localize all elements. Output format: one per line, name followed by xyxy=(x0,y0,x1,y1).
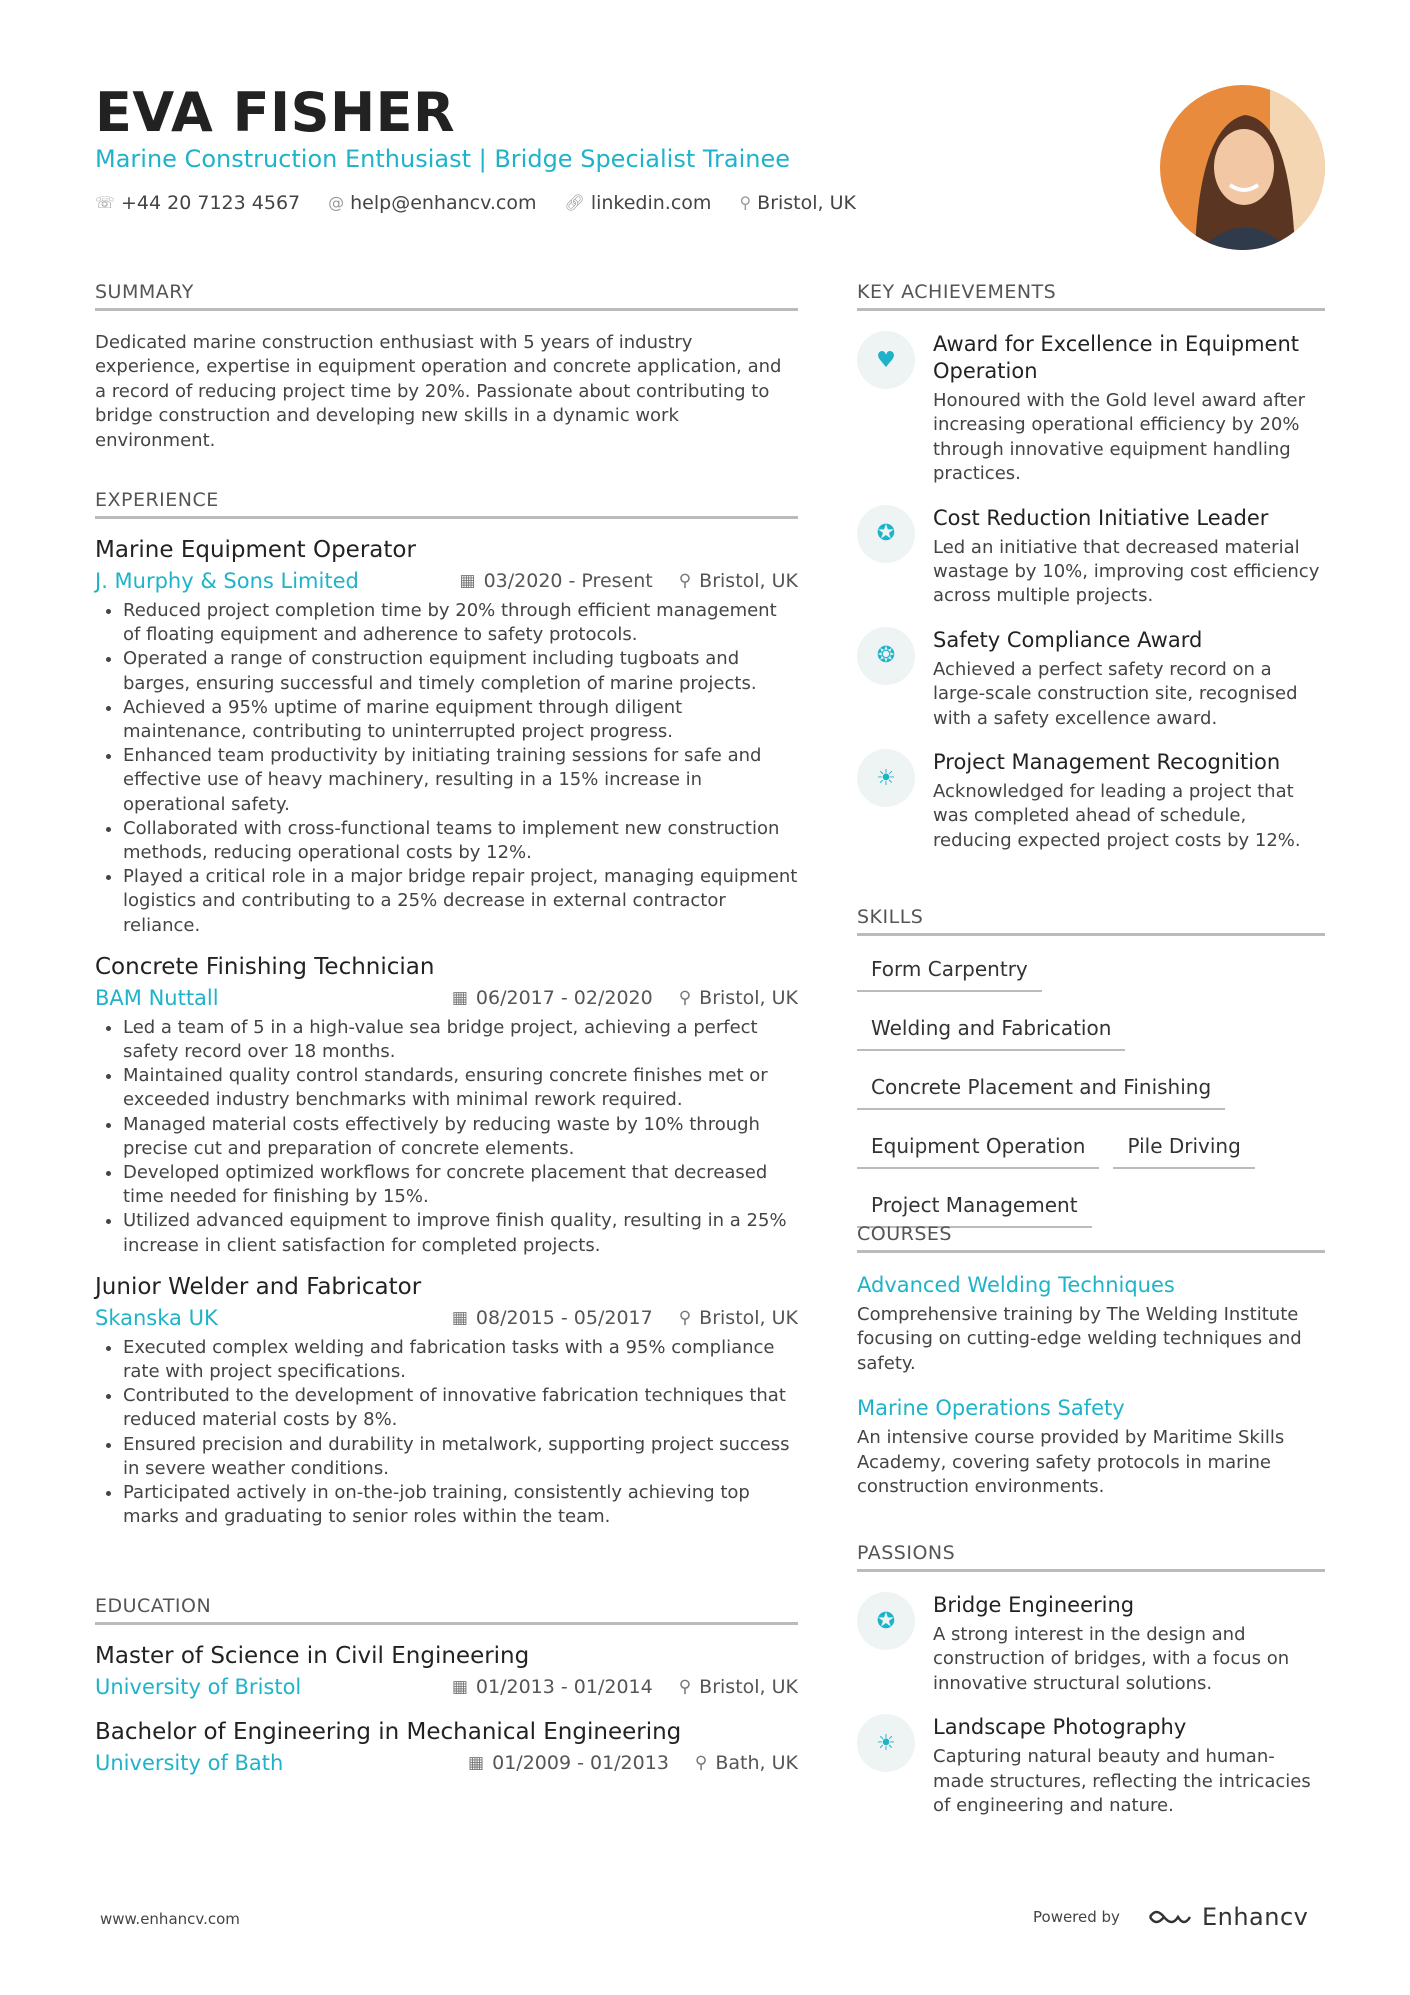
degree-title: Bachelor of Engineering in Mechanical Engineering xyxy=(95,1719,682,1745)
enhancv-logo-icon xyxy=(1146,1905,1194,1929)
achievement-item xyxy=(857,505,1325,609)
list-item: • Maintained quality control standards, ensuring concrete finishes met or exceeded industry benchmarks with minimal rework required. xyxy=(123,1064,798,1112)
education-entry xyxy=(95,1641,798,1701)
skill-tag: Equipment Operation xyxy=(857,1133,1099,1169)
calendar-icon: ▦ xyxy=(451,1307,468,1328)
list-item: • Utilized advanced equipment to improve finish quality, resulting in a 25% increase in client satisfaction for completed projects. xyxy=(123,1209,798,1257)
brand-name: Enhancv xyxy=(1201,1903,1309,1931)
job-title: Concrete Finishing Technician xyxy=(95,953,435,980)
education-dates: 01/2013 - 01/2014 xyxy=(475,1676,653,1698)
list-item: • Managed material costs effectively by reducing waste by 10% through precise cut and preparation of concrete elements. xyxy=(123,1113,798,1161)
at-icon: @ xyxy=(328,193,345,212)
course-entry xyxy=(857,1394,1325,1499)
calendar-icon: ▦ xyxy=(468,1753,485,1773)
candidate-name: EVA FISHER xyxy=(95,81,456,144)
list-item: • Ensured precision and durability in metalwork, supporting project success in severe weather conditions. xyxy=(123,1433,798,1481)
skill-tag: Form Carpentry xyxy=(857,956,1042,992)
skill-tag: Project Management xyxy=(857,1192,1092,1228)
list-item: • Contributed to the development of innovative fabrication techniques that reduced material costs by 8%. xyxy=(123,1384,798,1432)
education-section xyxy=(95,1594,798,1777)
skills-list xyxy=(857,956,1325,1251)
footer-branding[interactable] xyxy=(1033,1903,1308,1931)
lightbulb-icon: ☀ xyxy=(857,749,915,807)
achievement-desc: Honoured with the Gold level award after increasing operational efficiency by 20% through innovative equipment handling practices. xyxy=(933,390,1306,485)
avatar xyxy=(1160,85,1325,250)
contact-linkedin[interactable]: 🔗︎ linkedin.com xyxy=(564,192,712,214)
job-title: Junior Welder and Fabricator xyxy=(95,1273,422,1300)
link-icon: 🔗︎ xyxy=(564,193,585,212)
location-pin-icon: ⚲ xyxy=(678,1677,692,1697)
achievement-item xyxy=(857,331,1325,487)
experience-section xyxy=(95,488,798,1530)
job-dates: 06/2017 - 02/2020 xyxy=(475,986,653,1009)
achievement-title: Project Management Recognition xyxy=(933,750,1281,775)
degree-title: Master of Science in Civil Engineering xyxy=(95,1643,530,1669)
achievement-desc: Led an initiative that decreased material wastage by 10%, improving cost efficiency across multiple projects. xyxy=(933,536,1320,607)
passion-item xyxy=(857,1592,1325,1696)
location-pin-icon: ⚲ xyxy=(694,1753,708,1773)
contact-phone[interactable]: ☏ +44 20 7123 4567 xyxy=(95,192,301,214)
avatar-photo-icon xyxy=(1160,85,1325,250)
location-pin-icon: ⚲ xyxy=(678,571,692,591)
list-item: • Led a team of 5 in a high-value sea bridge project, achieving a perfect safety record over 18 months. xyxy=(123,1016,798,1064)
job-entry xyxy=(95,535,798,938)
location-pin-icon: ⚲ xyxy=(739,193,752,212)
company-name: J. Murphy & Sons Limited xyxy=(95,569,359,593)
job-location: Bristol, UK xyxy=(699,570,798,592)
job-dates: 08/2015 - 05/2017 xyxy=(475,1306,653,1329)
list-item: • Collaborated with cross-functional teams to implement new construction methods, reducing operational costs by 12%. xyxy=(123,817,798,865)
contact-location: ⚲ Bristol, UK xyxy=(739,192,856,214)
list-item: • Achieved a 95% uptime of marine equipment through diligent maintenance, contributing to uninterrupted project progress. xyxy=(123,696,798,744)
company-name: Skanska UK xyxy=(95,1305,218,1330)
calendar-icon: ▦ xyxy=(451,987,468,1008)
award-icon: ✪ xyxy=(857,505,915,563)
powered-by-label: Powered by xyxy=(1033,1908,1120,1926)
achievements-section xyxy=(857,280,1325,853)
achievement-title: Award for Excellence in Equipment Operation xyxy=(933,332,1300,383)
job-location: Bristol, UK xyxy=(699,986,798,1009)
summary-text: Dedicated marine construction enthusiast with 5 years of industry experience, expertise in equipment operation and concrete application, and a record of reducing project time by 20%. Passionate about contributing to bridge construction and developing new skills in a dynamic work environment. xyxy=(95,332,782,451)
section-heading: EXPERIENCE xyxy=(95,488,798,519)
passion-title: Bridge Engineering xyxy=(933,1593,1135,1617)
courses-section xyxy=(857,1222,1325,1499)
school-name: University of Bath xyxy=(95,1751,284,1775)
achievement-item xyxy=(857,749,1325,853)
list-item: • Played a critical role in a major bridge repair project, managing equipment logistics and contributing to a 25% decrease in external contractor reliance. xyxy=(123,865,798,938)
location-pin-icon: ⚲ xyxy=(678,1307,692,1328)
job-bullets xyxy=(95,1336,798,1530)
list-item: • Executed complex welding and fabrication tasks with a 95% compliance rate with project specifications. xyxy=(123,1336,798,1384)
section-heading: PASSIONS xyxy=(857,1541,1325,1572)
location-pin-icon: ⚲ xyxy=(678,987,692,1008)
contact-bar xyxy=(95,190,884,216)
company-name: BAM Nuttall xyxy=(95,985,219,1010)
course-title: Marine Operations Safety xyxy=(857,1396,1125,1421)
education-entry xyxy=(95,1717,798,1777)
summary-section xyxy=(95,280,798,453)
job-bullets xyxy=(95,1016,798,1258)
education-dates: 01/2009 - 01/2013 xyxy=(492,1752,669,1774)
section-heading: COURSES xyxy=(857,1222,1325,1253)
job-dates: 03/2020 - Present xyxy=(483,570,653,592)
skills-section xyxy=(857,905,1325,1251)
passion-title: Landscape Photography xyxy=(933,1715,1187,1740)
heart-icon: ♥ xyxy=(857,331,915,389)
passion-desc: Capturing natural beauty and human-made structures, reflecting the intricacies of engineering and nature. xyxy=(933,1746,1311,1817)
course-title: Advanced Welding Techniques xyxy=(857,1273,1175,1297)
section-heading: SUMMARY xyxy=(95,280,798,311)
section-heading: KEY ACHIEVEMENTS xyxy=(857,280,1325,311)
passions-section xyxy=(857,1541,1325,1818)
job-location: Bristol, UK xyxy=(699,1306,798,1329)
job-bullets xyxy=(95,599,798,938)
calendar-icon: ▦ xyxy=(459,571,476,591)
course-entry xyxy=(857,1271,1325,1376)
job-entry xyxy=(95,1272,798,1530)
education-location: Bristol, UK xyxy=(699,1676,798,1698)
job-title: Marine Equipment Operator xyxy=(95,537,416,563)
candidate-title: Marine Construction Enthusiast | Bridge Specialist Trainee xyxy=(95,145,791,173)
footer-website[interactable]: www.enhancv.com xyxy=(100,1910,240,1928)
school-name: University of Bristol xyxy=(95,1675,302,1699)
list-item: • Enhanced team productivity by initiating training sessions for safe and effective use of heavy machinery, resulting in a 15% increase in operational safety. xyxy=(123,744,798,817)
skill-tag: Welding and Fabrication xyxy=(857,1015,1125,1051)
skill-tag: Concrete Placement and Finishing xyxy=(857,1074,1225,1110)
section-heading: SKILLS xyxy=(857,905,1325,936)
passion-desc: A strong interest in the design and construction of bridges, with a focus on innovative structural solutions. xyxy=(933,1624,1290,1694)
achievement-title: Cost Reduction Initiative Leader xyxy=(933,505,1269,530)
calendar-icon: ▦ xyxy=(451,1677,468,1697)
brain-icon: ❂ xyxy=(857,627,915,685)
contact-email[interactable]: @ help@enhancv.com xyxy=(328,192,537,214)
job-entry xyxy=(95,952,798,1258)
list-item: • Participated actively in on-the-job training, consistently achieving top marks and graduating to senior roles within the team. xyxy=(123,1481,798,1529)
achievement-title: Safety Compliance Award xyxy=(933,627,1203,652)
passion-item xyxy=(857,1714,1325,1818)
phone-icon: ☏ xyxy=(95,193,116,212)
achievement-desc: Achieved a perfect safety record on a large-scale construction site, recognised with a safety excellence award. xyxy=(933,658,1298,729)
course-desc: An intensive course provided by Maritime Skills Academy, covering safety protocols in marine construction environments. xyxy=(857,1427,1285,1498)
section-heading: EDUCATION xyxy=(95,1594,798,1625)
course-desc: Comprehensive training by The Welding Institute focusing on cutting-edge welding techniques and safety. xyxy=(857,1304,1302,1374)
award-icon: ✪ xyxy=(857,1592,915,1650)
list-item: • Reduced project completion time by 20% through efficient management of floating equipment and adherence to safety protocols. xyxy=(123,599,798,647)
achievement-item xyxy=(857,627,1325,731)
achievement-desc: Acknowledged for leading a project that was completed ahead of schedule, reducing expected project costs by 12%. xyxy=(933,781,1301,851)
education-location: Bath, UK xyxy=(715,1752,798,1774)
list-item: • Operated a range of construction equipment including tugboats and barges, ensuring successful and timely completion of marine projects. xyxy=(123,647,798,695)
list-item: • Developed optimized workflows for concrete placement that decreased time needed for finishing by 15%. xyxy=(123,1161,798,1209)
skill-tag: Pile Driving xyxy=(1113,1133,1254,1169)
lightbulb-icon: ☀ xyxy=(857,1714,915,1772)
